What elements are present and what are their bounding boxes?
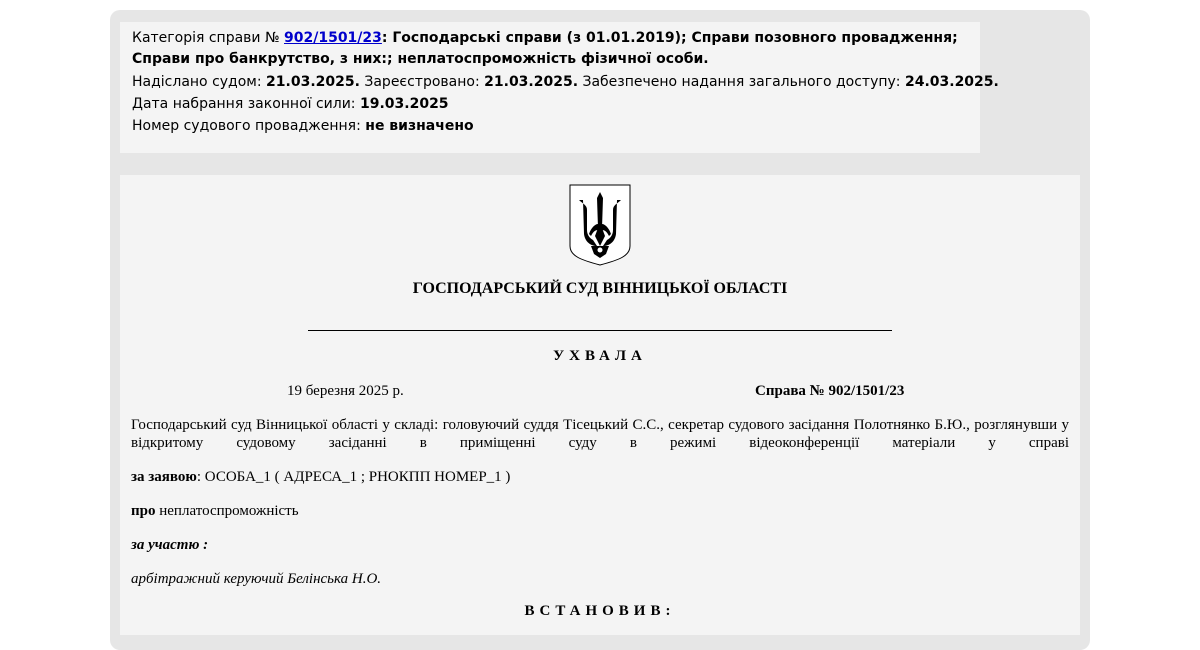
sent-value: 21.03.2025. (266, 74, 360, 90)
access-value: 24.03.2025. (904, 74, 999, 90)
force-label: Дата набрання законної сили: (132, 96, 356, 112)
application-paragraph (131, 469, 510, 486)
case-number-link[interactable]: 902/1501/23 (284, 30, 382, 46)
court-name: ГОСПОДАРСЬКИЙ СУД ВІННИЦЬКОЇ ОБЛАСТІ (412, 280, 788, 297)
intro-paragraph: Господарський суд Вінницької області у складі: головуючий суддя Тісецький С.С., секретар судового засідання Полотнянко Б.Ю., розглянувши у відкритому судовому засіданні в приміщенні суду в режимі відеоконференції матеріали у справі (131, 417, 1069, 451)
about-value: неплатоспроможність (155, 503, 299, 519)
registered-label: Зареєстровано: (364, 74, 480, 90)
sent-label: Надіслано судом: (132, 74, 262, 90)
about-label: про (131, 503, 156, 519)
established-heading: ВСТАНОВИВ: (524, 603, 676, 619)
force-row (132, 93, 980, 115)
insolvency-manager: арбітражний керуючий Белінська Н.О. (131, 571, 382, 587)
force-value: 19.03.2025 (359, 96, 449, 112)
proceeding-label: Номер судового провадження: (132, 118, 361, 134)
subject-paragraph (131, 503, 299, 520)
proceeding-value: не визначено (365, 118, 474, 134)
document-title: УХВАЛА (553, 348, 647, 364)
access-label: Забезпечено надання загального доступу: (582, 74, 901, 90)
decision-date: 19 березня 2025 р. (287, 383, 404, 399)
coat-of-arms-icon (569, 184, 631, 266)
document-panel (120, 175, 1080, 635)
category-text: : Господарські справи (з 01.01.2019); Справи позовного провадження; Справи про банкрутство, з них:; неплатоспроможність фізичної особи. (132, 30, 958, 67)
proceeding-row (132, 115, 980, 137)
category-row (132, 28, 980, 70)
participation-heading: за участю : (131, 537, 209, 553)
case-number: Справа № 902/1501/23 (755, 383, 905, 399)
registered-value: 21.03.2025. (484, 74, 579, 90)
dates-row (132, 71, 999, 93)
divider-line (308, 330, 892, 331)
category-label: Категорія справи № (132, 30, 280, 46)
application-value: : ОСОБА_1 ( АДРЕСА_1 ; РНОКПП НОМЕР_1 ) (196, 469, 511, 485)
case-meta-panel (120, 22, 999, 153)
application-label: за заявою (131, 469, 197, 485)
